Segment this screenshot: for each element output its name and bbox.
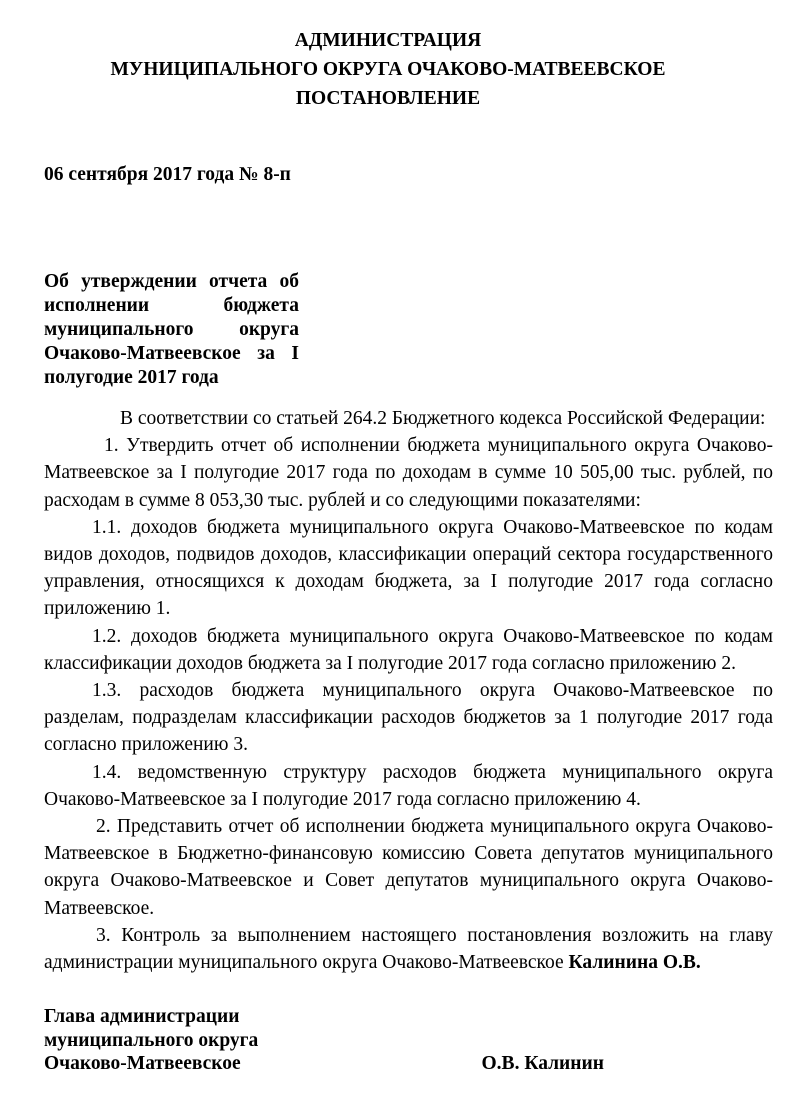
subject-line: полугодие 2017 года <box>44 367 219 388</box>
signatory-title-line: муниципального округа <box>44 1029 259 1051</box>
paragraph-3 <box>44 922 773 976</box>
paragraph-1-2: 1.2. доходов бюджета муниципального округа Очаково-Матвеевское по кодам классификации доходов бюджета за I полугодие 2017 года согласно приложению 2. <box>44 625 773 674</box>
signatory-row <box>44 1052 604 1076</box>
paragraph-1-1: 1.1. доходов бюджета муниципального округа Очаково-Матвеевское по кодам видов доходов, подвидов доходов, классификации операций сектора государственного управления, относящихся к доходам бюджета, за I полугодие 2017 года согласно приложению 1. <box>44 516 773 620</box>
header-district: МУНИЦИПАЛЬНОГО ОКРУГА ОЧАКОВО-МАТВЕЕВСКОЕ <box>110 59 666 80</box>
header-document-type: ПОСТАНОВЛЕНИЕ <box>295 88 481 109</box>
subject-line: муниципального округа <box>44 319 299 340</box>
paragraph-3-text: 3. Контроль за выполнением настоящего постановления возложить на главу администрации муниципального округа Очаково-Матвеевское <box>44 924 773 974</box>
paragraph-2: 2. Представить отчет об исполнении бюджета муниципального округа Очаково-Матвеевское в Бюджетно-финансовую комиссию Совета депутатов муниципального округа Очаково-Матвеевское и Совет депутатов муниципального округа Очаково-Матвеевское. <box>44 816 773 919</box>
paragraph-1-3: 1.3. расходов бюджета муниципального округа Очаково-Матвеевское по разделам, подразделам классификации расходов бюджетов за 1 полугодие 2017 года согласно приложению 3. <box>44 680 773 756</box>
subject-line: Об утверждении отчета об <box>44 271 299 292</box>
paragraph-1-4: 1.4. ведомственную структуру расходов бюджета муниципального округа Очаково-Матвеевское за I полугодие 2017 года согласно приложению 4. <box>44 761 773 810</box>
signatory-name: О.В. Калинин <box>481 1053 604 1074</box>
paragraph-1: 1. Утвердить отчет об исполнении бюджета муниципального округа Очаково-Матвеевское за I полугодие 2017 года по доходам в сумме 10 505,00 тыс. рублей, по расходам в сумме 8 053,30 тыс. рублей и со следующими показателями: <box>44 435 773 511</box>
document-header <box>0 26 776 113</box>
subject-line: исполнении бюджета <box>44 295 299 316</box>
signatory-title-line: Очаково-Матвеевское <box>44 1053 241 1074</box>
document-subject <box>44 270 299 390</box>
header-organization: АДМИНИСТРАЦИЯ <box>294 30 482 51</box>
subject-line: Очаково-Матвеевское за I <box>44 343 299 364</box>
signatory-title-line: Глава администрации <box>44 1006 240 1027</box>
intro-paragraph: В соответствии со статьей 264.2 Бюджетного кодекса Российской Федерации: <box>120 408 766 429</box>
document-date-number: 06 сентября 2017 года № 8-п <box>44 164 291 185</box>
signature-block <box>44 1005 604 1076</box>
responsible-person-name: Калинина О.В. <box>568 952 701 974</box>
document-body <box>44 405 773 976</box>
